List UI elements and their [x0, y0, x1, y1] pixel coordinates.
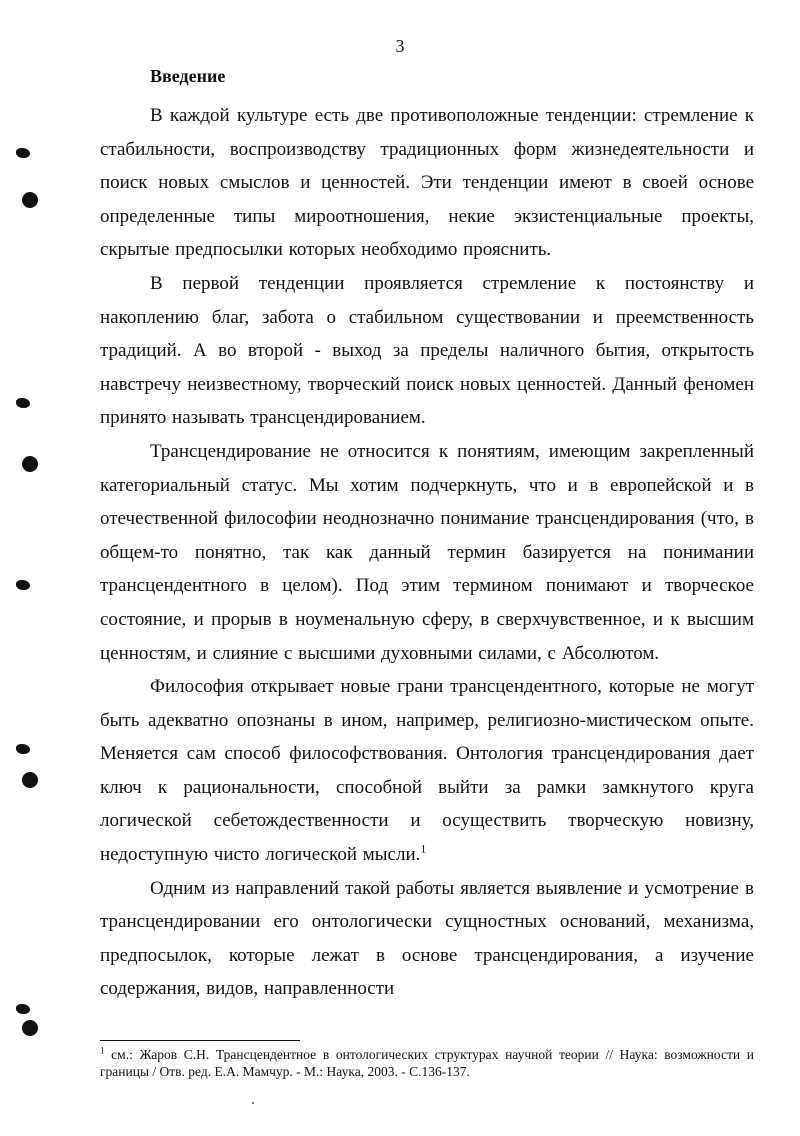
- scan-speck: [252, 1102, 254, 1104]
- punch-hole: [22, 192, 38, 208]
- paragraph-1: В каждой культуре есть две противоположные тенденции: стремление к стабильности, воспроизводству традиционных форм жизнедеятельности и поиск новых смыслов и ценностей. Эти тенденции имеют в своей основе определенные типы мироотношения, некие экзистенциальные проекты, скрытые предпосылки которых необходимо прояснить.: [100, 105, 754, 261]
- paragraph-2: В первой тенденции проявляется стремление к постоянству и накоплению благ, забота о стабильном существовании и преемственность традиций. А во второй - выход за пределы наличного бытия, открытость навстречу неизвестному, творческий поиск новых ценностей. Данный феномен принято называть трансцендированием.: [100, 272, 754, 429]
- binder-mark: [16, 398, 30, 408]
- footnote: [100, 1046, 754, 1080]
- footnote-reference: 1: [420, 841, 427, 856]
- paragraph-4-text: Философия открывает новые грани трансцендентного, которые не могут быть адекватно опознаны в ином, например, религиозно-мистическом опыте. Меняется сам способ философствования. Онтология трансцендирования дает ключ к рациональности, способной выйти за рамки замкнутого круга логической себетождественности и осуществить творческую новизну, недоступную чисто логической мысли.: [100, 676, 754, 866]
- footnote-divider: [100, 1040, 300, 1041]
- binder-mark: [16, 1004, 30, 1014]
- body-text: [100, 99, 754, 1006]
- paragraph-5: Одним из направлений такой работы является выявление и усмотрение в трансцендировании его онтологически сущностных оснований, механизма, предпосылок, которые лежат в основе трансцендирования, а изучение содержания, видов, направленности: [100, 877, 754, 1000]
- binder-mark: [16, 744, 30, 754]
- page-number: 3: [395, 36, 405, 56]
- punch-hole: [22, 1020, 38, 1036]
- footnote-text: см.: Жаров С.Н. Трансцендентное в онтологических структурах научной теории // Наука: возможности и границы / Отв. ред. Е.А. Мамчур. - М.: Наука, 2003. - С.136-137.: [100, 1047, 754, 1079]
- punch-hole: [22, 456, 38, 472]
- paragraph-3: Трансцендирование не относится к понятиям, имеющим закрепленный категориальный статус. Мы хотим подчеркнуть, что и в европейской и в отечественной философии неоднозначно понимание трансцендирования (что, в общем-то понятно, так как данный термин базируется на понимании трансцендентного в целом). Под этим термином понимают и творческое состояние, и прорыв в ноуменальную сферу, в сверхчувственное, и к высшим ценностям, и слияние с высшими духовными силами, с Абсолютом.: [100, 440, 754, 664]
- binder-mark: [16, 148, 30, 158]
- section-heading: Введение: [150, 66, 226, 86]
- paragraph-4: [100, 670, 754, 872]
- punch-hole: [22, 772, 38, 788]
- binder-mark: [16, 580, 30, 590]
- footnote-mark: 1: [100, 1045, 105, 1056]
